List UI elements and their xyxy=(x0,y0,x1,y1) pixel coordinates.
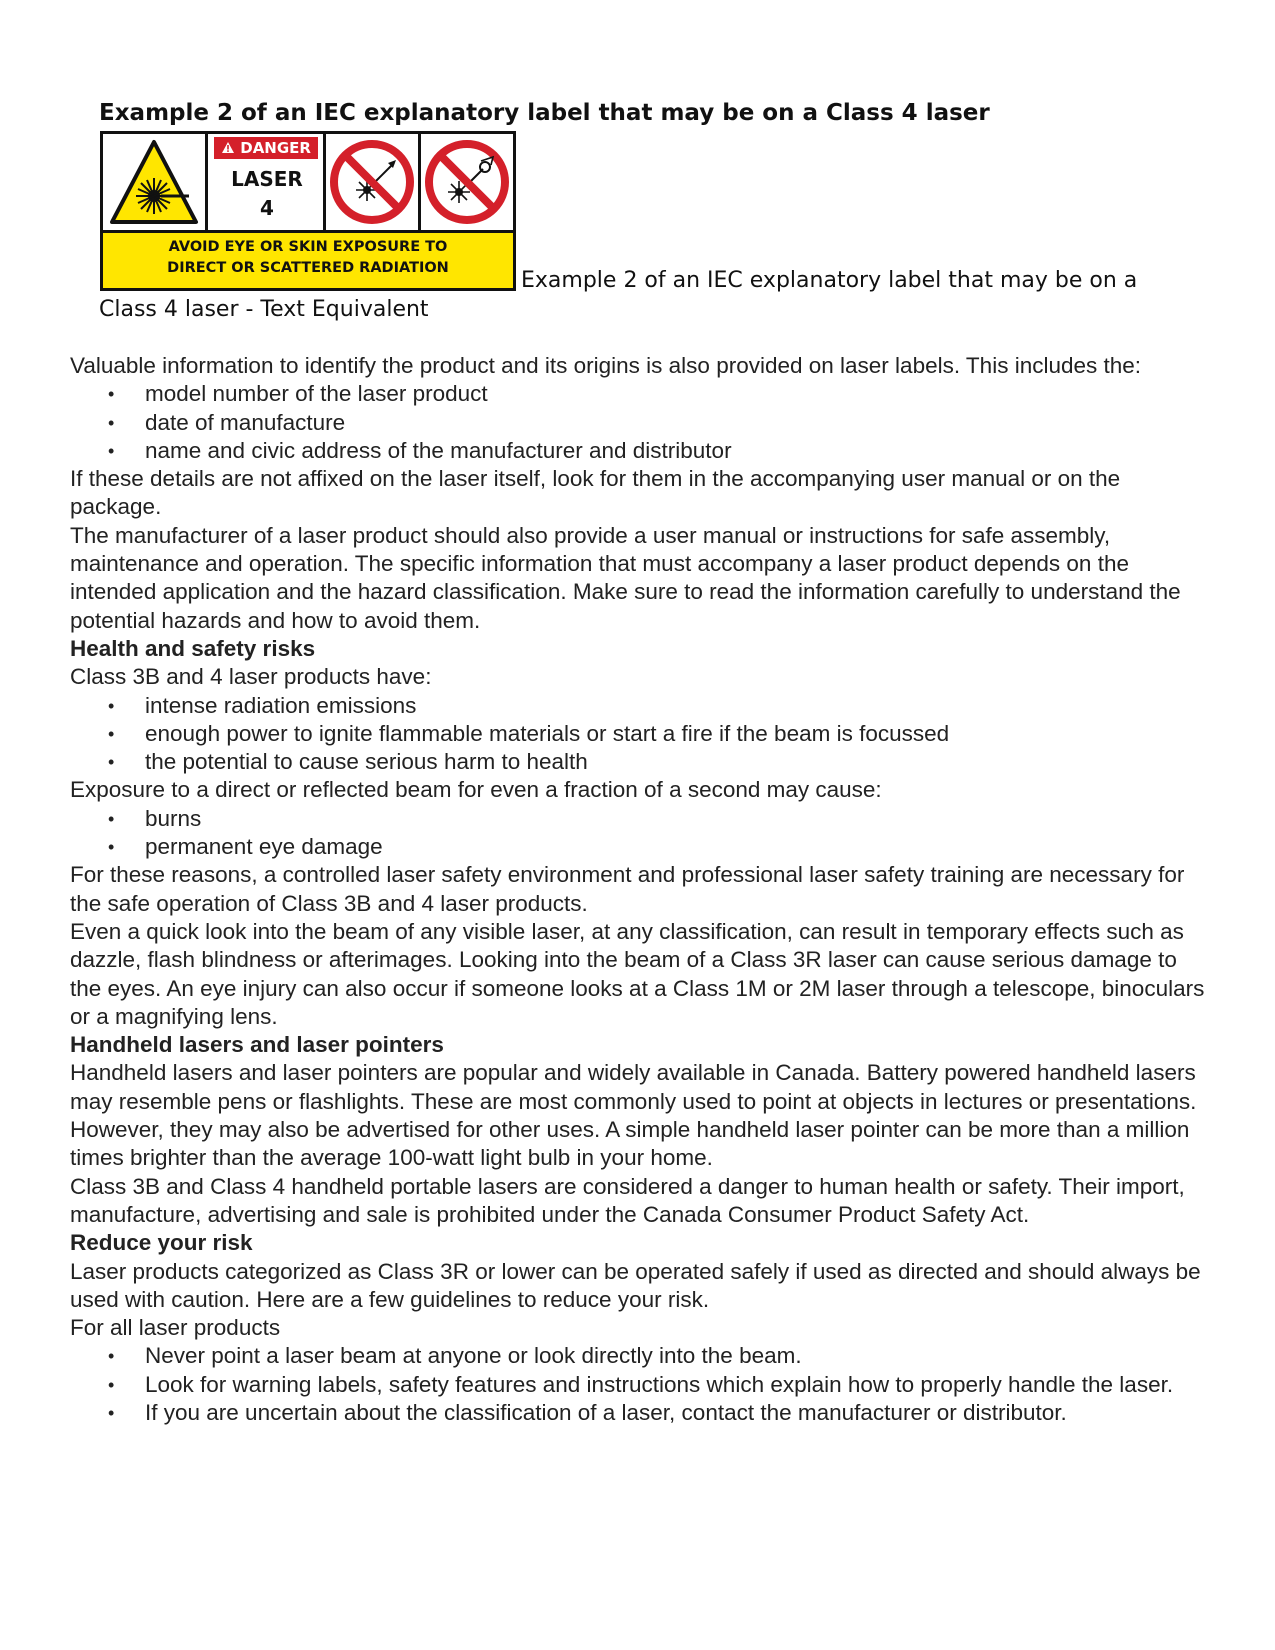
article-body xyxy=(70,352,1210,1427)
laser-warning-triangle-icon xyxy=(103,134,205,230)
caution-triangle-icon xyxy=(221,141,235,154)
no-looking-through-optics-icon xyxy=(421,134,513,230)
danger-text-cell xyxy=(208,134,326,230)
hazard-list xyxy=(70,692,1210,777)
paragraph: The manufacturer of a laser product should also provide a user manual or instructions for safe assembly, maintenance and operation. The specific information that must accompany a laser product depends on the intended application and the hazard classification. Make sure to read the information carefully to understand the potential hazards and how to avoid them. xyxy=(70,522,1181,633)
paragraph: For all laser products xyxy=(70,1315,281,1341)
figure-caption-line-2: Class 4 laser - Text Equivalent xyxy=(99,297,429,322)
warning-line-2: DIRECT OR SCATTERED RADIATION xyxy=(167,260,449,276)
paragraph: Class 3B and Class 4 handheld portable lasers are considered a danger to human health or safety. Their import, manufacture, advertising and sale is prohibited under the Canada Consumer Product Safety Act. xyxy=(70,1173,1185,1227)
list-item: • date of manufacture xyxy=(70,409,1210,437)
list-item: • name and civic address of the manufacturer and distributor xyxy=(70,437,1210,465)
section-heading-health: Health and safety risks xyxy=(70,635,316,661)
danger-banner xyxy=(214,137,318,159)
warning-line-1: AVOID EYE OR SKIN EXPOSURE TO xyxy=(168,239,448,255)
paragraph: Even a quick look into the beam of any visible laser, at any classification, can result in temporary effects such as dazzle, flash blindness or afterimages. Looking into the beam of a Class 3R laser can cause serious damage to the eyes. An eye injury can also occur if someone looks at a Class 1M or 2M laser through a telescope, binoculars or a magnifying lens. xyxy=(70,918,1205,1029)
guideline-list xyxy=(70,1342,1210,1427)
label-info-list xyxy=(70,380,1210,465)
intro-paragraph: Valuable information to identify the product and its origins is also provided on laser labels. This includes the: xyxy=(70,353,1142,378)
section-heading-handheld: Handheld lasers and laser pointers xyxy=(70,1032,444,1058)
list-item: • permanent eye damage xyxy=(70,833,1210,861)
warning-text-band xyxy=(103,230,513,288)
laser-word: LASER xyxy=(231,167,303,191)
figure-title: Example 2 of an IEC explanatory label that may be on a Class 4 laser xyxy=(99,100,990,126)
section-heading-reduce-risk: Reduce your risk xyxy=(70,1230,253,1256)
paragraph: Class 3B and 4 laser products have: xyxy=(70,664,432,690)
list-item: • enough power to ignite flammable materials or start a fire if the beam is focussed xyxy=(70,720,1210,748)
list-item: • burns xyxy=(70,805,1210,833)
no-arrow-prohibition-icon xyxy=(326,134,418,230)
list-item: • Never point a laser beam at anyone or look directly into the beam. xyxy=(70,1342,1210,1370)
paragraph: Exposure to a direct or reflected beam for even a fraction of a second may cause: xyxy=(70,777,882,803)
laser-class-number: 4 xyxy=(260,196,274,220)
prohibition-cell-2 xyxy=(421,134,513,230)
list-item: • the potential to cause serious harm to health xyxy=(70,748,1210,776)
paragraph: For these reasons, a controlled laser safety environment and professional laser safety training are necessary for the safe operation of Class 3B and 4 laser products. xyxy=(70,862,1185,916)
list-item: • model number of the laser product xyxy=(70,380,1210,408)
figure-caption-line-1: Example 2 of an IEC explanatory label that may be on a xyxy=(521,268,1138,293)
paragraph: Laser products categorized as Class 3R or lower can be operated safely if used as directed and should always be used with caution. Here are a few guidelines to reduce your risk. xyxy=(70,1258,1201,1312)
warning-symbol-cell xyxy=(103,134,208,230)
laser-class-4-label xyxy=(100,131,516,291)
paragraph: Handheld lasers and laser pointers are popular and widely available in Canada. Battery powered handheld lasers may resemble pens or flashlights. These are most commonly used to point at objects in lectures or presentations. However, they may also be advertised for other uses. A simple handheld laser pointer can be more than a million times brighter than the average 100-watt light bulb in your home. xyxy=(70,1060,1197,1171)
paragraph: If these details are not affixed on the laser itself, look for them in the accompanying user manual or on the package. xyxy=(70,466,1121,520)
danger-word: DANGER xyxy=(240,139,311,157)
prohibition-cell-1 xyxy=(326,134,421,230)
exposure-list xyxy=(70,805,1210,862)
list-item: • intense radiation emissions xyxy=(70,692,1210,720)
list-item: • If you are uncertain about the classification of a laser, contact the manufacturer or distributor. xyxy=(70,1399,1210,1427)
list-item: • Look for warning labels, safety features and instructions which explain how to properly handle the laser. xyxy=(70,1371,1210,1399)
